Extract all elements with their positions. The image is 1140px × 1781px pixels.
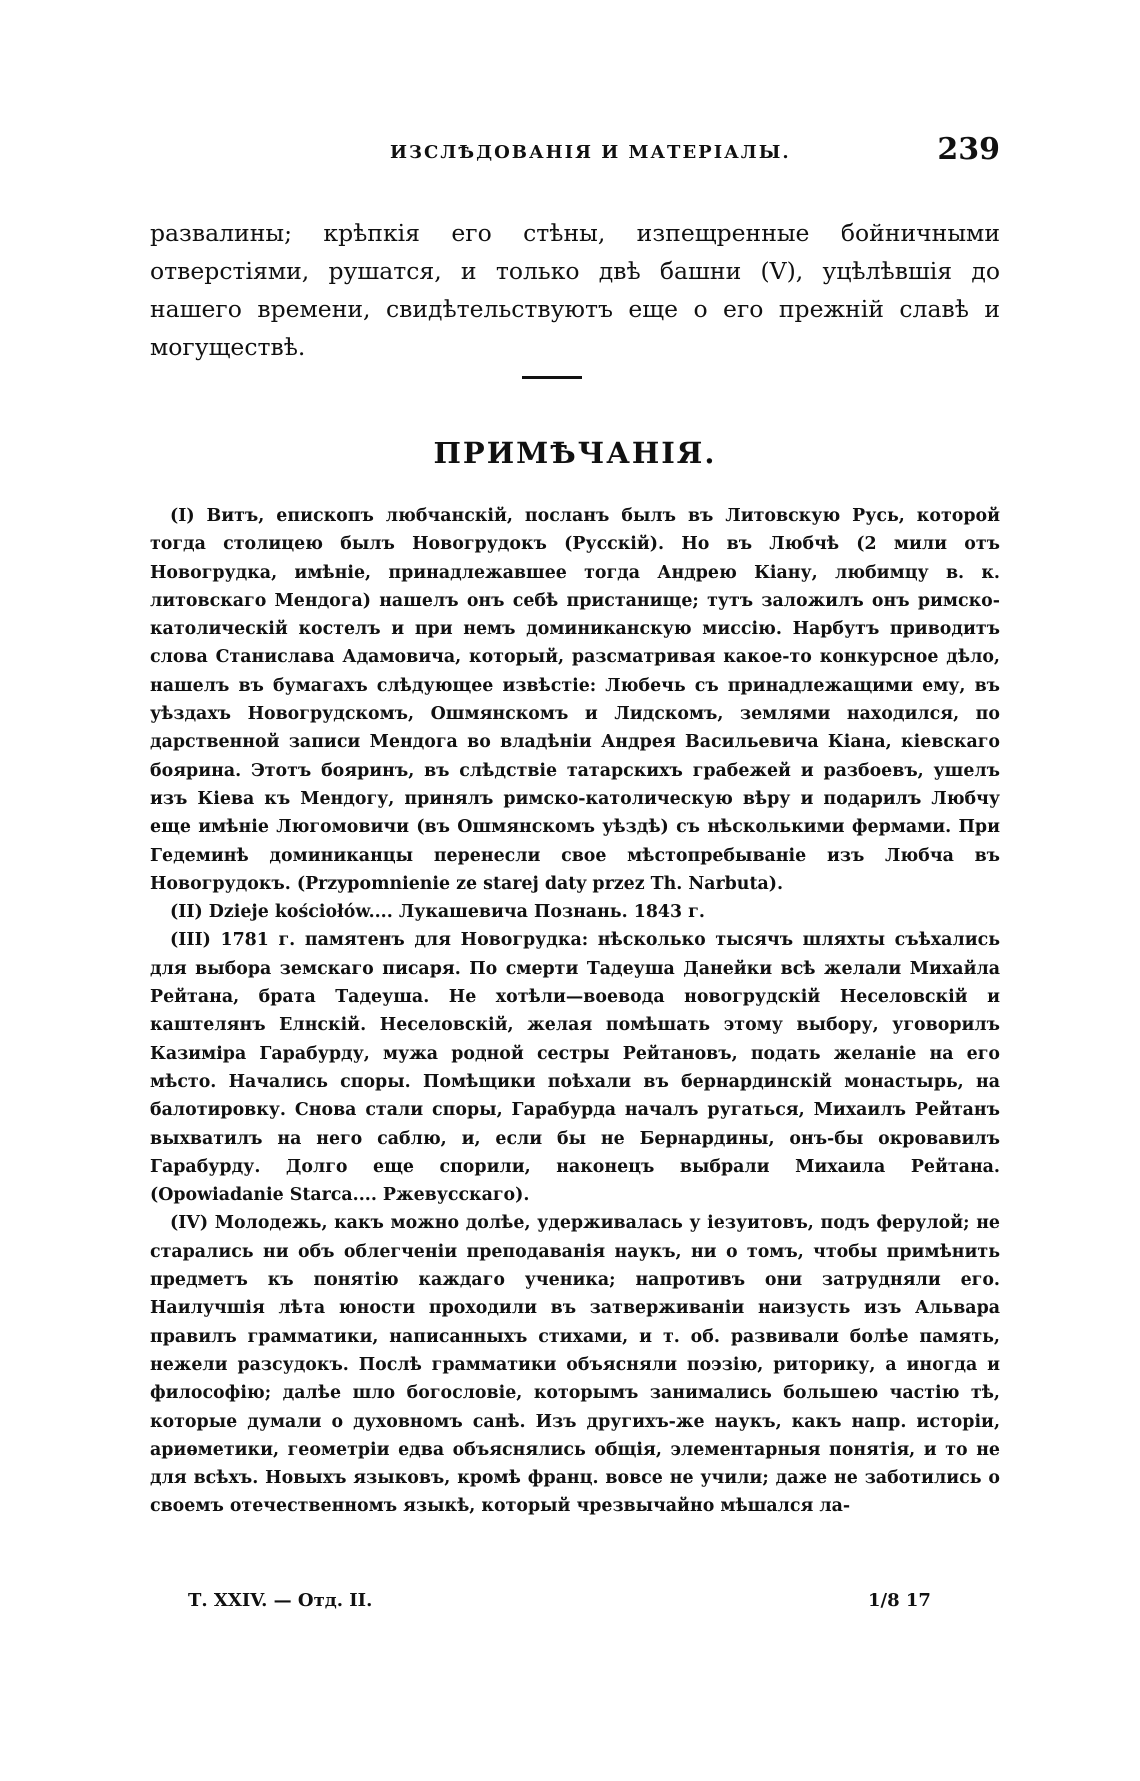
note-1: (I) Витъ, епископъ любчанскій, посланъ былъ въ Литовскую Русь, которой тогда столицею былъ Новогрудокъ (Русскій). Но въ Любчѣ (2 мили отъ Новогрудка, имѣніе, принадлежавшее тогда Андрею Кіану, любимцу в. к. литовскаго Мендога) нашелъ онъ себѣ пристанище; тутъ заложилъ онъ римско-католическій костелъ и при немъ доминиканскую миссію. Нарбутъ приводитъ слова Станислава Адамовича, который, разсматривая какое-то конкурсное дѣло, нашелъ въ бумагахъ слѣдующее извѣстіе: Любечь съ принадлежащими ему, въ уѣздахъ Новогрудскомъ, Ошмянскомъ и Лидскомъ, землями находился, по дарственной записи Мендога во владѣніи Андрея Васильевича Кіана, кіевскаго боярина. Этотъ бояринъ, въ слѣдствіе татарскихъ грабежей и разбоевъ, ушелъ изъ Кіева къ Мендогу, принялъ римско-католическую вѣру и подарилъ Любчу еще имѣніе Люгомовичи (въ Ошмянскомъ уѣздѣ) съ нѣсколькими фермами. При Гедеминѣ доминиканцы перенесли свое мѣстопребываніе изъ Любча въ Новогрудокъ. (Przypomnienie ze starej daty przez Th. Narbuta). bbox=[150, 506, 1000, 894]
page-footer bbox=[150, 1590, 1000, 1620]
section-divider bbox=[522, 376, 582, 379]
note-2: (II) Dzieje kościołów.... Лукашевича Познань. 1843 г. bbox=[170, 902, 705, 923]
page-header bbox=[150, 132, 1000, 172]
note-3: (III) 1781 г. памятенъ для Новогрудка: нѣсколько тысячъ шляхты съѣхались для выбора земскаго писаря. По смерти Тадеуша Данейки всѣ желали Михайла Рейтана, брата Тадеуша. Не хотѣли—воевода новогрудскій Неселовскій и каштелянъ Елнскій. Неселовскій, желая помѣшать этому выбору, уговорилъ Казиміра Гарабурду, мужа родной сестры Рейтановъ, подать желаніе на его мѣсто. Начались споры. Помѣщики поѣхали въ бернардинскій монастырь, на балотировку. Снова стали споры, Гарабурда началъ ругаться, Михаилъ Рейтанъ выхватилъ на него саблю, и, если бы не Бернардины, онъ-бы окровавилъ Гарабурду. Долго еще спорили, наконецъ выбрали Михаила Рейтана. (Opowiadanie Starca.... Ржевусскаго). bbox=[150, 930, 1000, 1206]
note-4: (IV) Молодежь, какъ можно долѣе, удерживалась у іезуитовъ, подъ ферулой; не старались ни объ облегченіи преподаванія наукъ, ни о томъ, чтобы примѣнить предметъ къ понятію каждаго ученика; напротивъ они затрудняли его. Наилучшія лѣта юности проходили въ затверживаніи наизусть изъ Альвара правилъ грамматики, написанныхъ стихами, и т. об. развивали болѣе память, нежели разсудокъ. Послѣ грамматики объясняли поэзію, риторику, а иногда и философію; далѣе шло богословіе, которымъ занимались большею частію тѣ, которые думали о духовномъ санѣ. Изъ другихъ-же наукъ, какъ напр. исторіи, ариѳметики, геометріи едва объяснялись общія, элементарныя понятія, и то не для всѣхъ. Новыхъ языковъ, кромѣ франц. вовсе не учили; даже не заботились о своемъ отечественномъ языкѣ, который чрезвычайно мѣшался ла- bbox=[150, 1213, 1000, 1517]
intro-paragraph: развалины; крѣпкія его стѣны, изпещренные бойничными отверстіями, рушатся, и только двѣ башни (V), уцѣлѣвшія до нашего времени, свидѣтельствуютъ еще о его прежній славѣ и могуществѣ. bbox=[150, 218, 1000, 361]
signature-mark: 1/8 17 bbox=[868, 1590, 931, 1611]
page-number: 239 bbox=[937, 132, 1000, 167]
volume-label: Т. XXIV. — Отд. II. bbox=[188, 1590, 373, 1611]
running-head: ИЗСЛѢДОВАНІЯ И МАТЕРІАЛЫ. bbox=[390, 142, 791, 163]
section-title: ПРИМѢЧАНІЯ. bbox=[433, 436, 717, 470]
notes-section bbox=[150, 502, 1000, 1521]
